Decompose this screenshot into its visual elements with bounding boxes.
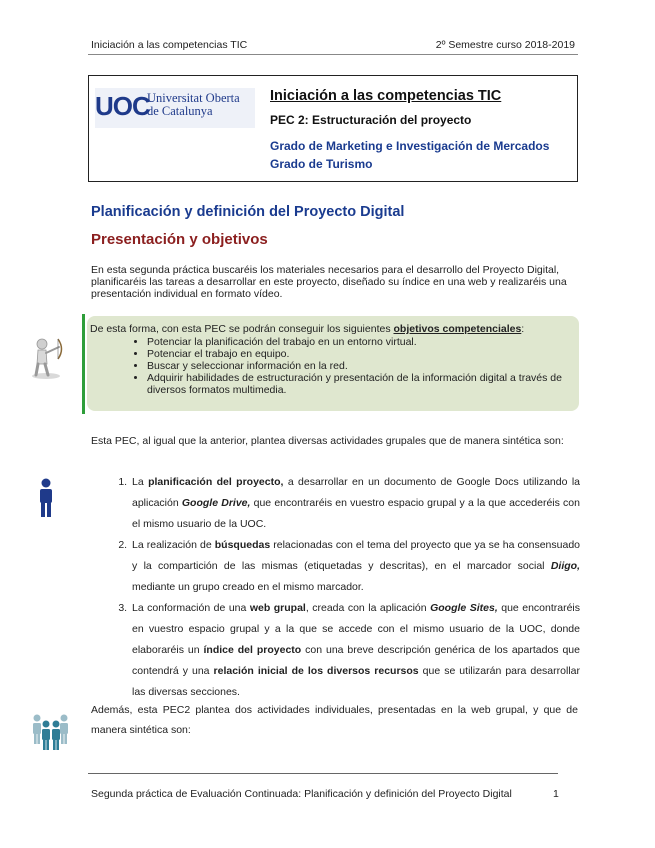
objectives-accent-bar xyxy=(82,314,85,414)
activity-item: 2. La realización de búsquedas relacionadas con el tema del proyecto que ya se ha consensuado y la compartición de las mismas (etiquetadas y descritas), en el marcador social Diigo, mediante un grupo creado en el mismo marcador. xyxy=(130,535,580,598)
logo-line-1: Universitat Oberta xyxy=(147,91,240,105)
course-title: Iniciación a las competencias TIC xyxy=(270,88,502,104)
person-icon xyxy=(36,478,56,518)
footer-divider xyxy=(88,773,558,774)
individual-intro: Además, esta PEC2 plantea dos actividades individuales, presentadas en la web grupal, y que de manera sintética son: xyxy=(91,704,578,736)
objectives-lead-bold: objetivos competenciales xyxy=(393,323,522,335)
section-title: Planificación y definición del Proyecto Digital xyxy=(91,204,405,220)
footer-text: Segunda práctica de Evaluación Continuada: Planificación y definición del Proyecto Digital xyxy=(91,788,512,800)
objective-item: • Adquirir habilidades de estructuración y presentación de la información digital a través de diversos formatos multimedia. xyxy=(147,372,578,396)
activity-item: 1. La planificación del proyecto, a desarrollar en un documento de Google Docs utilizando la aplicación Google Drive, que encontraréis en vuestro espacio grupal y a la que accederéis con el mismo usuario de la UOC. xyxy=(130,472,580,535)
activity-item: 3. La conformación de una web grupal, creada con la aplicación Google Sites, que encontraréis en vuestro espacio grupal y a la que se accede con el mismo usuario de la UOC, donde elaboraréis un índice del proyecto con una breve descripción genérica de los apartados que contendrá y una relación inicial de los diversos recursos que se utilizarán para desarrollar las diversas secciones. xyxy=(130,598,580,703)
degree-2: Grado de Turismo xyxy=(270,157,373,171)
group-intro: Esta PEC, al igual que la anterior, plantea diversas actividades grupales que de manera sintética son: xyxy=(91,435,564,447)
running-header-left: Iniciación a las competencias TIC xyxy=(91,39,248,51)
objective-item: • Buscar y seleccionar información en la red. xyxy=(147,360,578,372)
objective-item: • Potenciar el trabajo en equipo. xyxy=(147,348,578,360)
objectives-lead: De esta forma, con esta PEC se podrán conseguir los siguientes objetivos competenciales: xyxy=(90,323,525,335)
uoc-logo xyxy=(95,88,255,128)
archer-figure-icon xyxy=(25,335,67,379)
page-number: 1 xyxy=(553,788,559,800)
logo-mark: UOC xyxy=(95,91,150,121)
header-divider xyxy=(88,54,578,55)
logo-line-2: de Catalunya xyxy=(147,104,213,118)
pec-title: PEC 2: Estructuración del proyecto xyxy=(270,113,472,127)
objectives-list xyxy=(90,323,578,396)
intro-paragraph: En esta segunda práctica buscaréis los materiales necesarios para el desarrollo del Proyecto Digital, planificaréis las tareas a desarrollar en este proyecto, diseñado su índice en una web y realizaréis una presentación individual en formato vídeo. xyxy=(91,264,567,300)
running-header-right: 2º Semestre curso 2018-2019 xyxy=(435,39,575,51)
degree-1: Grado de Marketing e Investigación de Mercados xyxy=(270,139,550,153)
group-activities-list xyxy=(112,472,580,703)
group-people-icon xyxy=(28,712,74,752)
subsection-title: Presentación y objetivos xyxy=(91,231,268,248)
objective-item: • Potenciar la planificación del trabajo en un entorno virtual. xyxy=(147,336,578,348)
